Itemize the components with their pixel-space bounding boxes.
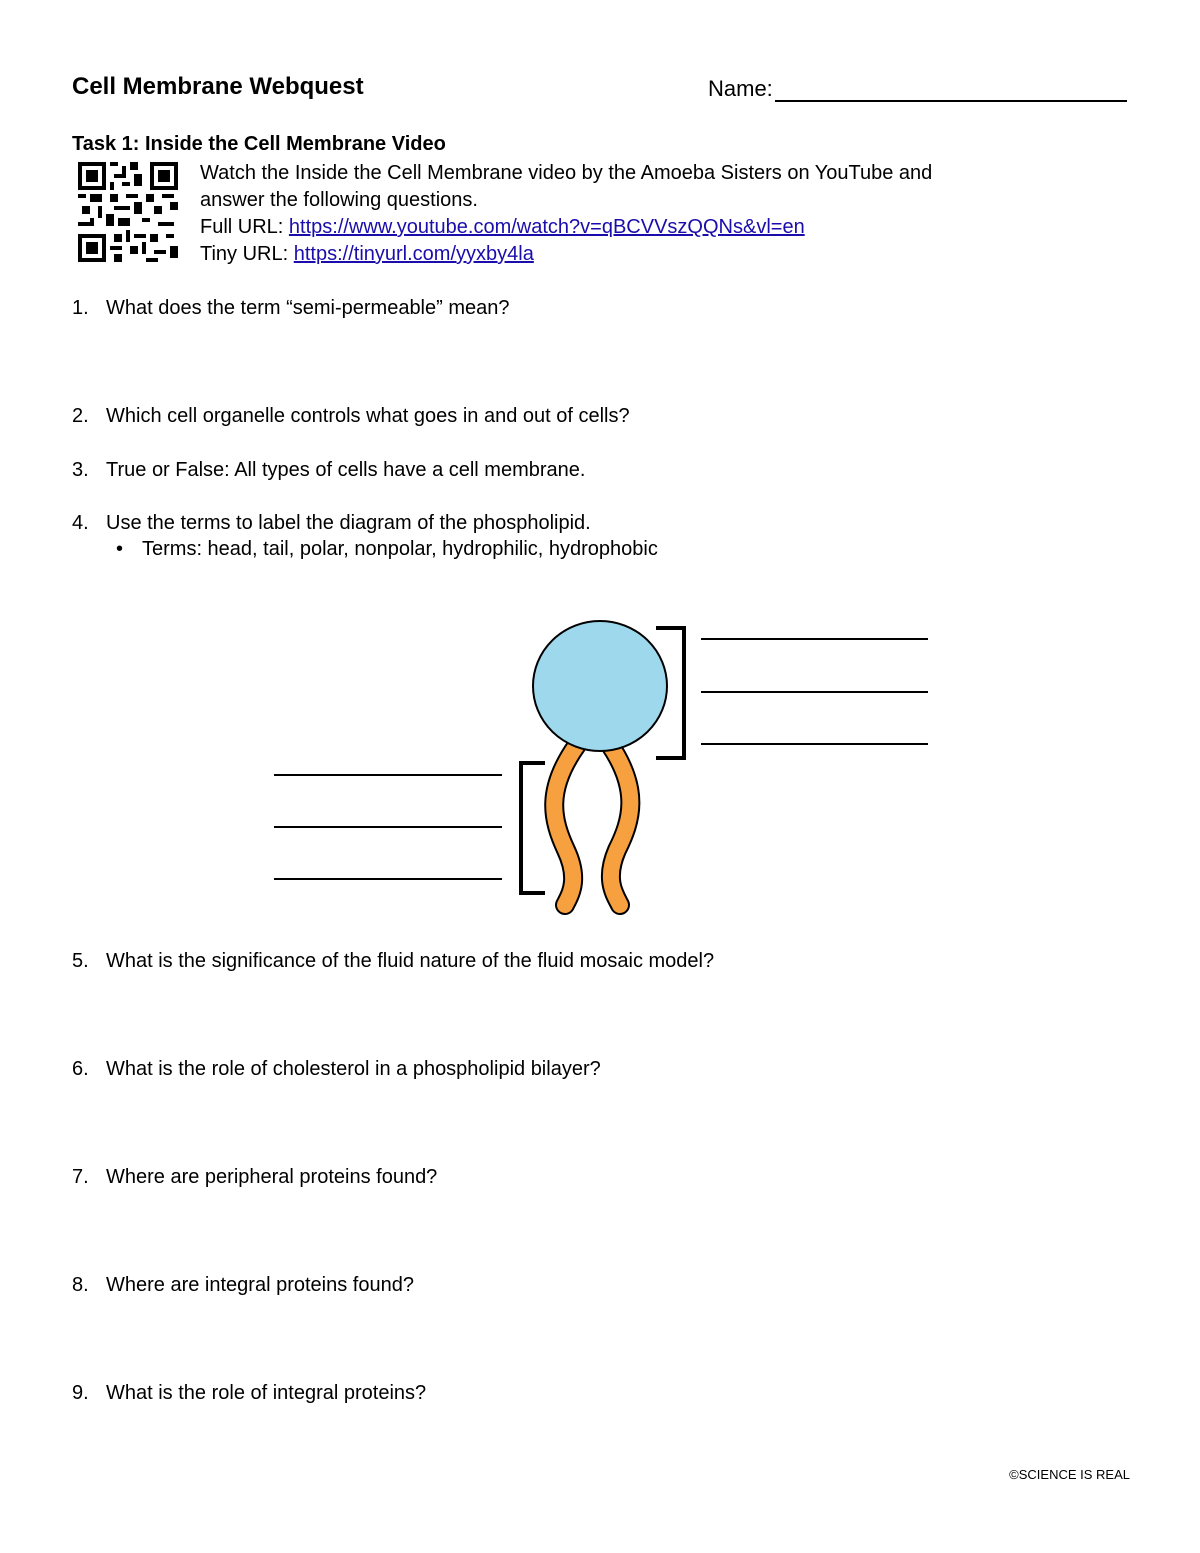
worksheet-title: Cell Membrane Webquest — [72, 73, 364, 100]
phospholipid-diagram — [260, 610, 960, 930]
question-2 — [72, 405, 630, 428]
question-9 — [72, 1382, 426, 1405]
question-3 — [72, 459, 585, 482]
full-url-link[interactable]: https://www.youtube.com/watch?v=qBCVVszQQNs&vl=en — [288, 216, 805, 238]
question-number: 1. — [72, 297, 89, 319]
full-url-row — [200, 214, 932, 241]
task-1-instructions — [200, 160, 932, 268]
question-text: What is the role of integral proteins? — [106, 1382, 427, 1404]
question-number: 5. — [72, 950, 89, 972]
copyright-footer: ©SCIENCE IS REAL — [1009, 1467, 1130, 1482]
name-label: Name: — [708, 76, 773, 101]
question-number: 9. — [72, 1382, 89, 1404]
question-7 — [72, 1166, 437, 1189]
question-8 — [72, 1274, 414, 1297]
terms-text: Terms: head, tail, polar, nonpolar, hydrophilic, hydrophobic — [142, 538, 658, 560]
question-number: 7. — [72, 1166, 89, 1188]
question-number: 3. — [72, 459, 89, 481]
instruction-line-1: Watch the Inside the Cell Membrane video by the Amoeba Sisters on YouTube and — [200, 162, 933, 184]
question-text: True or False: All types of cells have a cell membrane. — [106, 459, 586, 481]
question-6 — [72, 1058, 601, 1081]
tiny-url-label: Tiny URL: — [200, 243, 294, 265]
bullet: • — [116, 538, 124, 560]
phospholipid-head — [533, 621, 667, 751]
question-text: What is the significance of the fluid nature of the fluid mosaic model? — [106, 950, 715, 972]
question-1 — [72, 297, 510, 320]
tail-bracket — [521, 763, 545, 893]
qr-code-icon — [78, 162, 178, 262]
question-number: 6. — [72, 1058, 89, 1080]
tiny-url-link[interactable]: https://tinyurl.com/yyxby4la — [293, 243, 534, 265]
question-text: What does the term “semi-permeable” mean? — [106, 297, 510, 319]
question-number: 8. — [72, 1274, 89, 1296]
question-number: 2. — [72, 405, 89, 427]
task-1-heading: Task 1: Inside the Cell Membrane Video — [72, 133, 446, 155]
name-blank-line[interactable] — [775, 78, 1127, 102]
question-text: Where are integral proteins found? — [106, 1274, 414, 1296]
name-field[interactable] — [708, 76, 1127, 102]
instruction-line-2: answer the following questions. — [200, 189, 478, 211]
question-number: 4. — [72, 512, 89, 534]
question-text: Where are peripheral proteins found? — [106, 1166, 438, 1188]
question-text: Use the terms to label the diagram of the phospholipid. — [106, 512, 591, 534]
terms-list-item — [116, 538, 658, 561]
tiny-url-row — [200, 241, 932, 268]
question-4 — [72, 512, 591, 535]
full-url-label: Full URL: — [200, 216, 289, 238]
question-text: Which cell organelle controls what goes in and out of cells? — [106, 405, 630, 427]
question-5 — [72, 950, 714, 973]
question-text: What is the role of cholesterol in a phospholipid bilayer? — [106, 1058, 601, 1080]
